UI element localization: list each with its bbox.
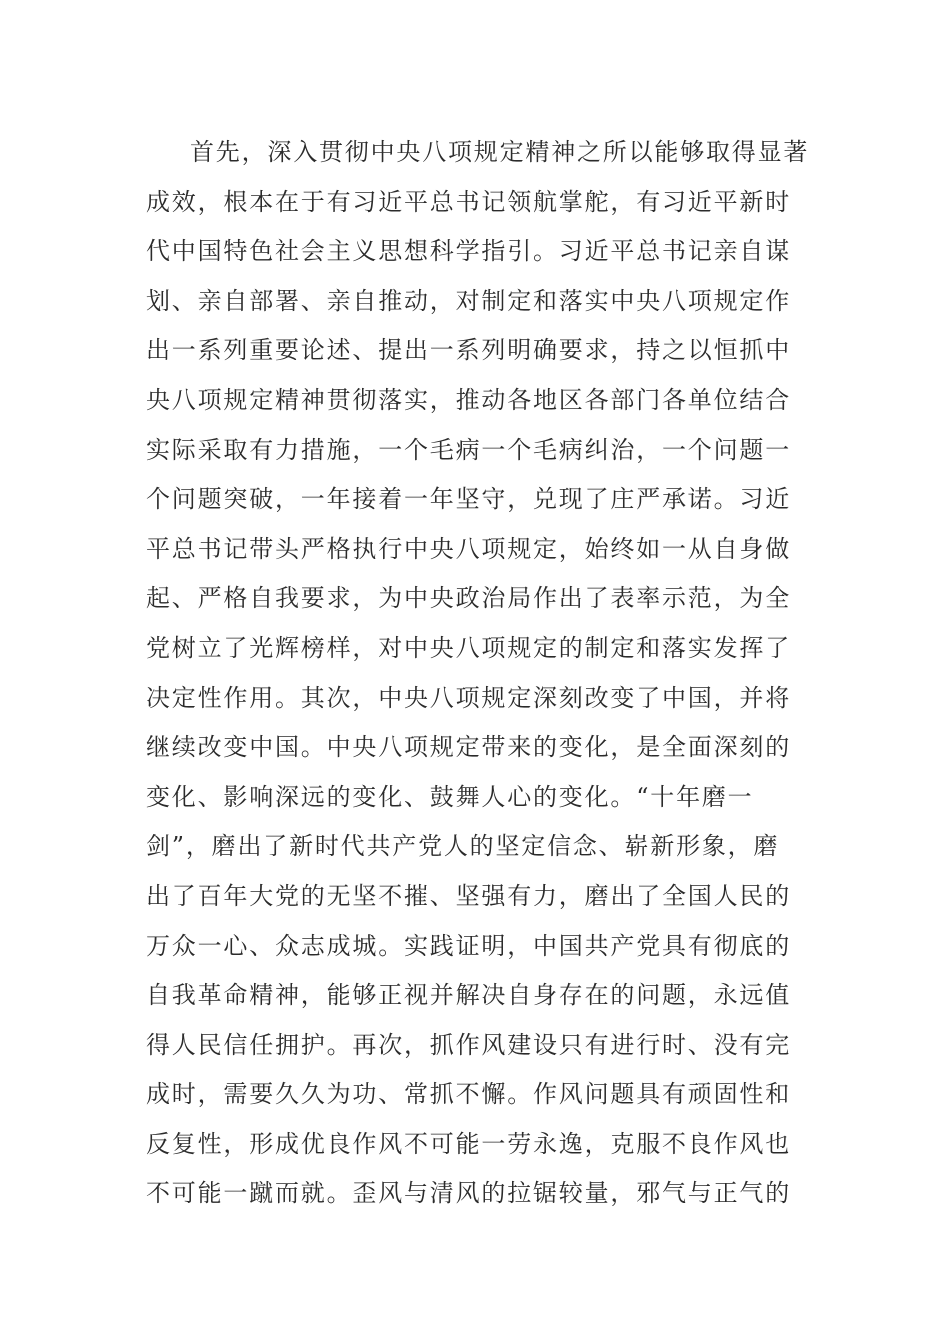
paragraph-line: 决定性作用。其次，中央八项规定深刻改变了中国，并将 <box>146 683 791 712</box>
paragraph-line: 成时，需要久久为功、常抓不懈。作风问题具有顽固性和 <box>146 1080 791 1109</box>
paragraph-line: 得人民信任拥护。再次，抓作风建设只有进行时、没有完 <box>146 1030 791 1059</box>
paragraph-line: 万众一心、众志成城。实践证明，中国共产党具有彻底的 <box>146 931 791 960</box>
paragraph-line: 剑”，磨出了新时代共产党人的坚定信念、崭新形象，磨 <box>146 832 780 861</box>
paragraph-line: 央八项规定精神贯彻落实，推动各地区各部门各单位结合 <box>146 385 791 414</box>
paragraph-line: 不可能一蹴而就。歪风与清风的拉锯较量，邪气与正气的 <box>146 1179 791 1208</box>
body-paragraph <box>146 128 810 1219</box>
paragraph-line: 反复性，形成优良作风不可能一劳永逸，克服不良作风也 <box>146 1129 791 1158</box>
paragraph-line: 继续改变中国。中央八项规定带来的变化，是全面深刻的 <box>146 733 791 762</box>
paragraph-line: 首先，深入贯彻中央八项规定精神之所以能够取得显著 <box>190 138 810 166</box>
paragraph-line: 个问题突破，一年接着一年坚守，兑现了庄严承诺。习近 <box>146 485 791 514</box>
paragraph-line: 起、严格自我要求，为中央政治局作出了表率示范，为全 <box>146 584 791 613</box>
paragraph-line: 自我革命精神，能够正视并解决自身存在的问题，永远值 <box>146 981 791 1010</box>
paragraph-line: 平总书记带头严格执行中央八项规定，始终如一从自身做 <box>146 534 791 563</box>
paragraph-line: 成效，根本在于有习近平总书记领航掌舵，有习近平新时 <box>146 187 791 216</box>
paragraph-line: 变化、影响深远的变化、鼓舞人心的变化。“十年磨一 <box>146 782 754 811</box>
paragraph-line: 出了百年大党的无坚不摧、坚强有力，磨出了全国人民的 <box>146 881 791 910</box>
paragraph-line: 党树立了光辉榜样，对中央八项规定的制定和落实发挥了 <box>146 633 791 662</box>
paragraph-line: 实际采取有力措施，一个毛病一个毛病纠治，一个问题一 <box>146 435 791 464</box>
paragraph-line: 划、亲自部署、亲自推动，对制定和落实中央八项规定作 <box>146 286 791 315</box>
paragraph-line: 代中国特色社会主义思想科学指引。习近平总书记亲自谋 <box>146 237 791 266</box>
paragraph-line: 出一系列重要论述、提出一系列明确要求，持之以恒抓中 <box>146 336 791 365</box>
